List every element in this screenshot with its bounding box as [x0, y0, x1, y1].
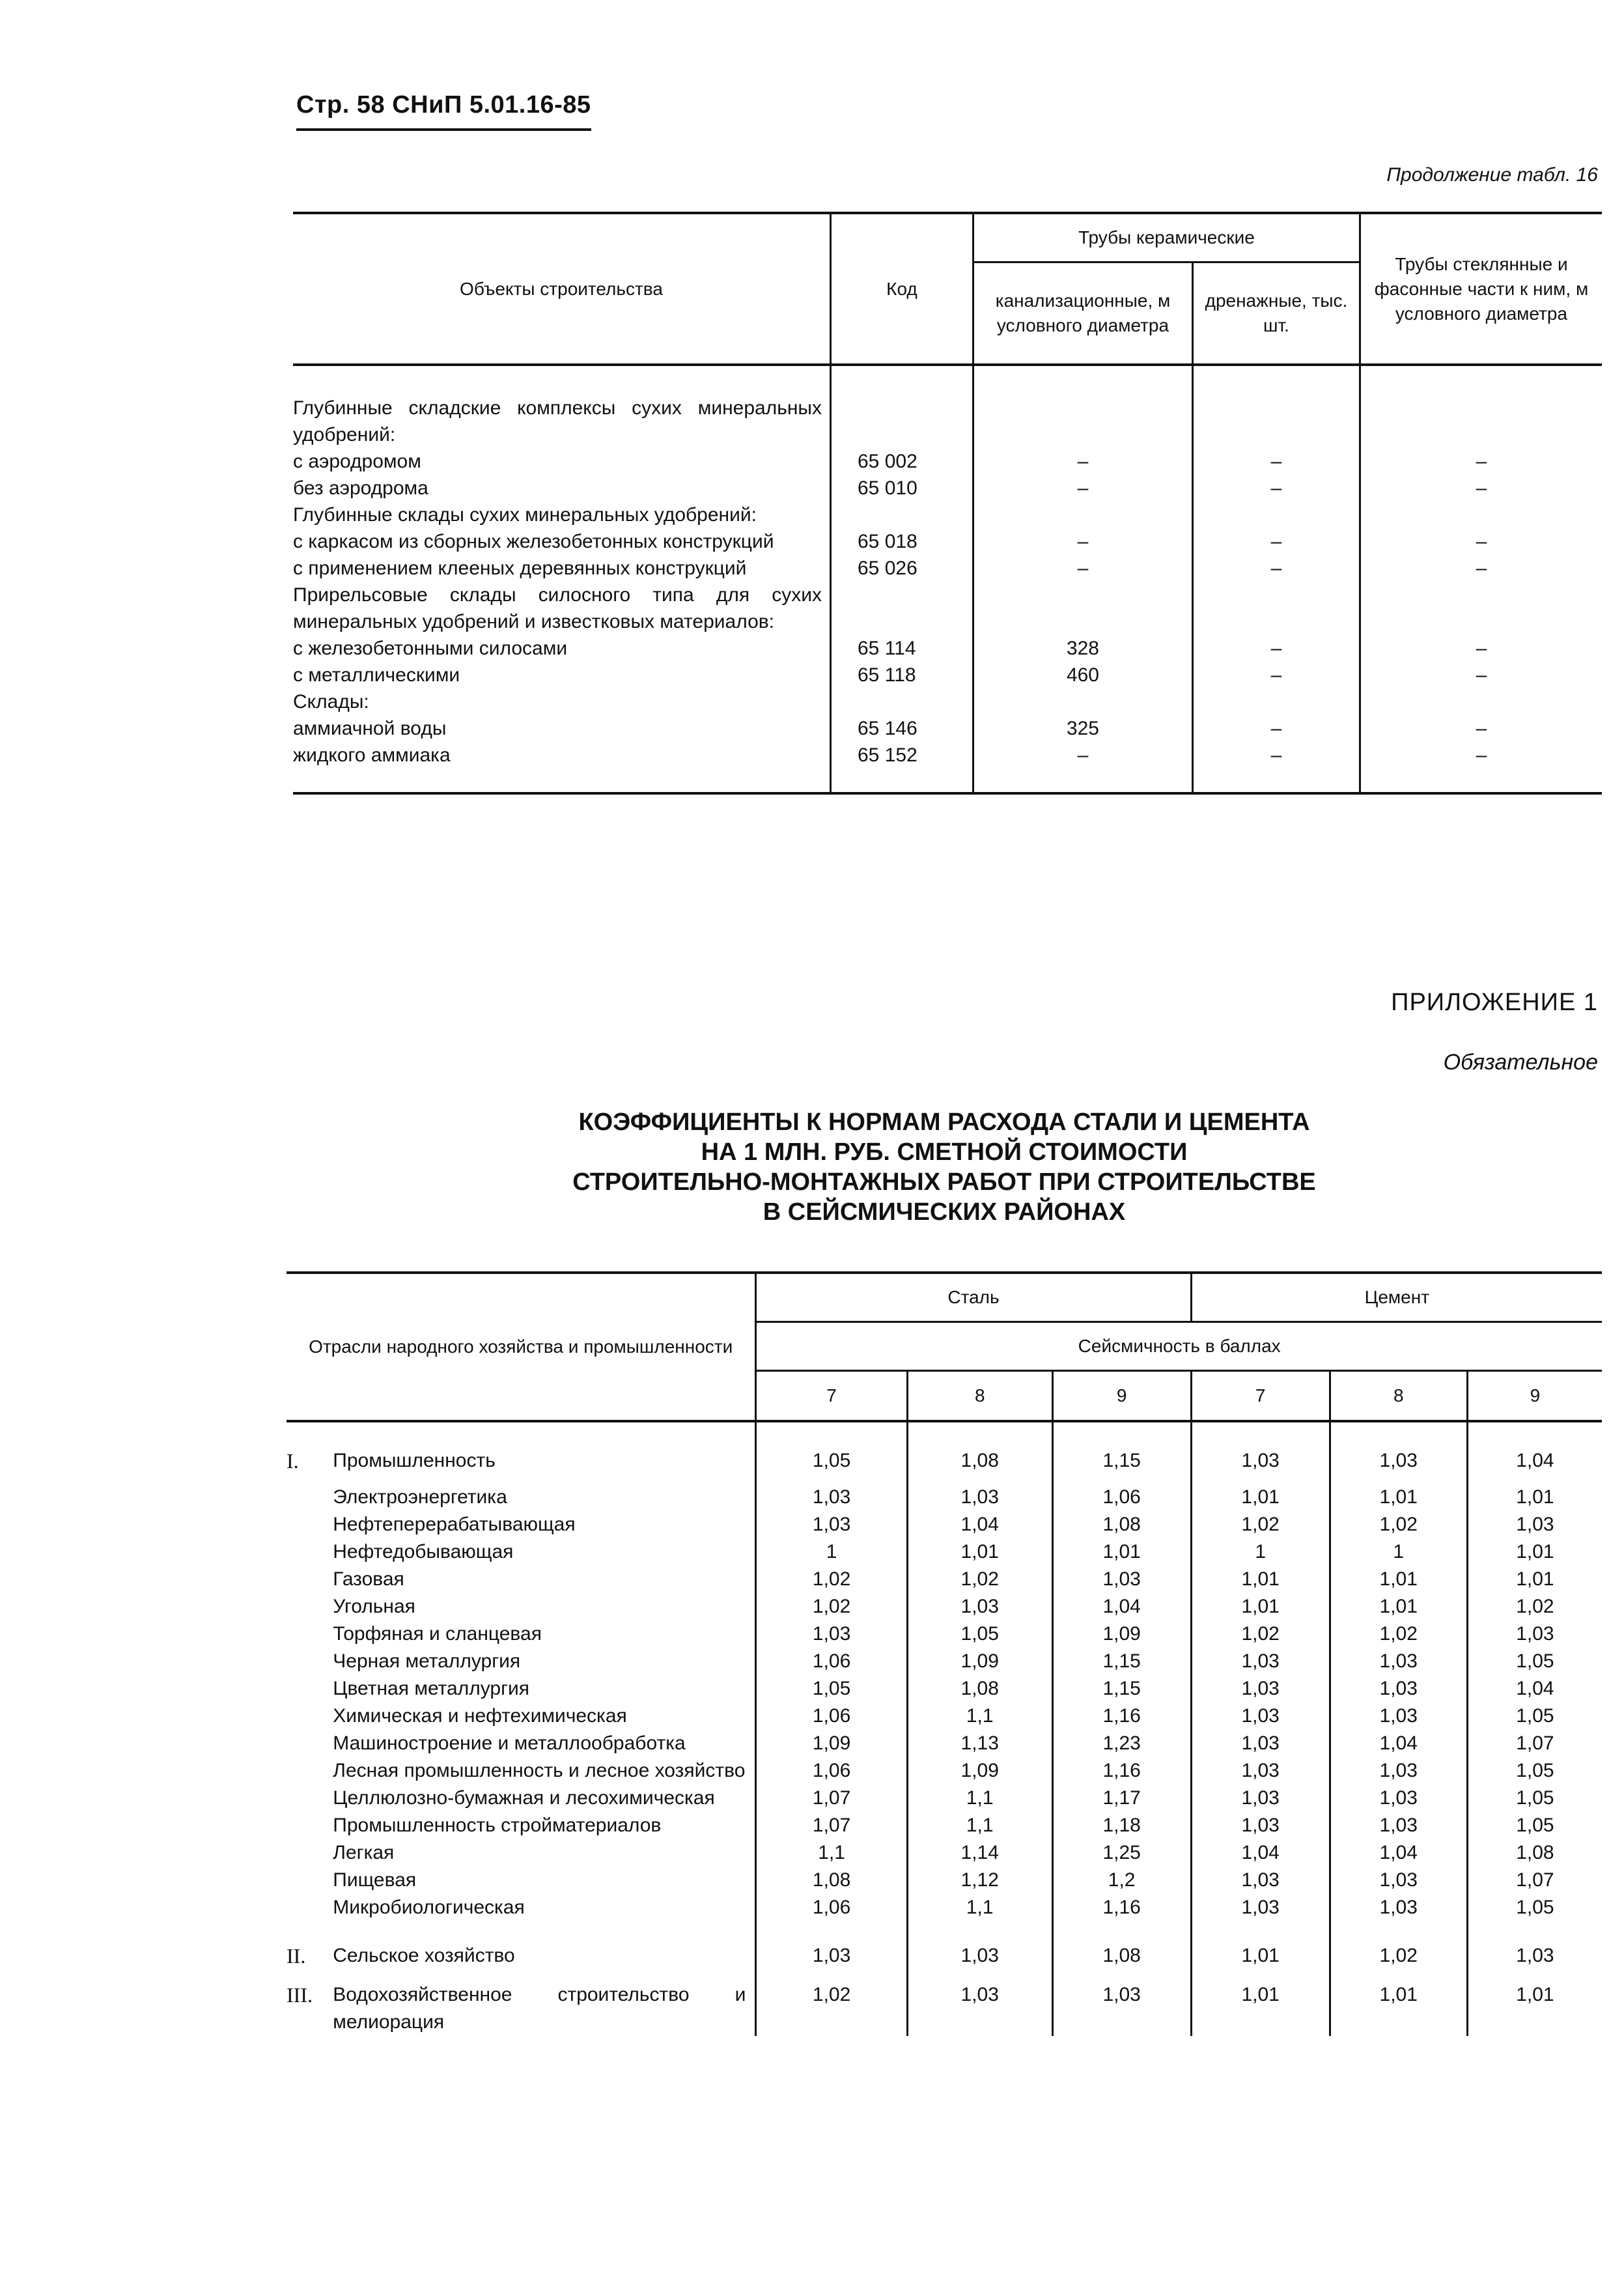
table-row	[293, 582, 1602, 635]
section-number: III.	[287, 1983, 313, 2007]
section-number	[287, 1839, 333, 1867]
table-row	[293, 365, 1602, 448]
coef-steel-8: 1,08	[907, 1675, 1052, 1703]
coef-steel-8: 1,14	[907, 1839, 1052, 1867]
coef-cement-8: 1,01	[1330, 1484, 1467, 1511]
coef-cement-8: 1,02	[1330, 1620, 1467, 1648]
table-row	[287, 1730, 1602, 1757]
section-number	[287, 1538, 333, 1566]
object-name: с каркасом из сборных железобетонных конструкций	[293, 531, 774, 552]
coef-steel-8: 1,1	[907, 1703, 1052, 1730]
coef-steel-7: 1,02	[756, 1566, 908, 1593]
section-number	[287, 1894, 333, 1930]
header-branch: Отрасли народного хозяйства и промышленности	[287, 1273, 756, 1421]
object-code	[831, 688, 973, 715]
header-sewer: канализационные, м условного диаметра	[973, 262, 1192, 365]
coef-steel-7: 1,06	[756, 1703, 908, 1730]
coef-steel-8: 1,09	[907, 1757, 1052, 1785]
object-name: аммиачной воды	[293, 718, 447, 739]
glass-value	[1360, 688, 1602, 715]
object-code: 65 026	[831, 555, 973, 582]
branch-name: Водохозяйственное строительство и мелиорация	[333, 1984, 746, 2033]
table-row	[287, 1511, 1602, 1538]
coef-cement-8: 1,04	[1330, 1839, 1467, 1867]
sewer-value: –	[973, 475, 1192, 502]
coef-steel-7: 1,09	[756, 1730, 908, 1757]
coef-steel-7: 1,06	[756, 1894, 908, 1930]
table-row	[287, 1894, 1602, 1930]
coef-steel-7: 1,07	[756, 1785, 908, 1812]
header-cement-9: 9	[1467, 1371, 1602, 1422]
coef-steel-9: 1,04	[1052, 1593, 1191, 1620]
branch-name: Черная металлургия	[333, 1650, 521, 1672]
header-drain: дренажные, тыс. шт.	[1193, 262, 1360, 365]
object-code: 65 010	[831, 475, 973, 502]
sewer-value: –	[973, 742, 1192, 793]
table-row	[287, 1703, 1602, 1730]
branch-name: Газовая	[333, 1568, 404, 1590]
sewer-value: –	[973, 448, 1192, 475]
object-code: 65 146	[831, 715, 973, 742]
header-steel-7: 7	[756, 1371, 908, 1422]
coef-steel-9: 1,16	[1052, 1894, 1191, 1930]
table-row	[293, 475, 1602, 502]
drain-value: –	[1193, 475, 1360, 502]
coef-cement-8: 1,03	[1330, 1675, 1467, 1703]
branch-name: Торфяная и сланцевая	[333, 1623, 542, 1645]
coef-steel-9: 1,06	[1052, 1484, 1191, 1511]
coef-cement-7: 1,03	[1191, 1867, 1330, 1894]
header-steel-8: 8	[907, 1371, 1052, 1422]
coef-steel-8: 1,1	[907, 1812, 1052, 1839]
sewer-value: 460	[973, 662, 1192, 688]
branch-name: Сельское хозяйство	[333, 1945, 515, 1966]
coef-steel-9: 1,16	[1052, 1757, 1191, 1785]
coef-steel-9: 1,01	[1052, 1538, 1191, 1566]
coef-steel-9: 1,17	[1052, 1785, 1191, 1812]
coef-cement-9: 1,07	[1467, 1867, 1602, 1894]
table-row	[293, 502, 1602, 528]
branch-name: Электроэнергетика	[333, 1486, 507, 1508]
coef-cement-7: 1,03	[1191, 1812, 1330, 1839]
coef-cement-9: 1,05	[1467, 1785, 1602, 1812]
branch-name: Нефтеперерабатывающая	[333, 1514, 576, 1535]
branch-name: Лесная промышленность и лесное хозяйство	[333, 1760, 746, 1781]
coef-cement-8: 1,03	[1330, 1648, 1467, 1675]
drain-value: –	[1193, 555, 1360, 582]
object-code	[831, 365, 973, 448]
coef-steel-8: 1,04	[907, 1511, 1052, 1538]
coef-cement-8: 1,01	[1330, 1970, 1467, 2036]
coef-cement-7: 1,01	[1191, 1930, 1330, 1970]
header-cement-8: 8	[1330, 1371, 1467, 1422]
glass-value: –	[1360, 742, 1602, 793]
header-seismic: Сейсмичность в баллах	[756, 1322, 1602, 1371]
coef-cement-7: 1,01	[1191, 1484, 1330, 1511]
object-code: 65 152	[831, 742, 973, 793]
section-number	[287, 1757, 333, 1785]
appendix-title	[456, 1107, 1433, 1227]
coef-steel-9: 1,25	[1052, 1839, 1191, 1867]
coef-cement-9: 1,03	[1467, 1930, 1602, 1970]
branch-name: Легкая	[333, 1842, 395, 1863]
section-number	[287, 1484, 333, 1511]
table-row	[287, 1930, 1602, 1970]
table-row	[293, 555, 1602, 582]
coef-steel-7: 1,07	[756, 1812, 908, 1839]
table-row	[287, 1812, 1602, 1839]
table-row	[287, 1675, 1602, 1703]
page-header: Стр. 58 СНиП 5.01.16-85	[296, 91, 591, 131]
sewer-value: 325	[973, 715, 1192, 742]
coef-steel-8: 1,08	[907, 1421, 1052, 1484]
coef-cement-7: 1,01	[1191, 1970, 1330, 2036]
coef-cement-7: 1,03	[1191, 1757, 1330, 1785]
object-name: с аэродромом	[293, 451, 421, 472]
table-row	[287, 1421, 1602, 1484]
section-number	[287, 1511, 333, 1538]
glass-value: –	[1360, 475, 1602, 502]
coef-cement-7: 1,04	[1191, 1839, 1330, 1867]
coef-steel-7: 1,03	[756, 1484, 908, 1511]
glass-value	[1360, 502, 1602, 528]
glass-value	[1360, 582, 1602, 635]
glass-value: –	[1360, 662, 1602, 688]
coef-cement-7: 1,03	[1191, 1648, 1330, 1675]
header-steel-9: 9	[1052, 1371, 1191, 1422]
table-row	[293, 662, 1602, 688]
object-name: с железобетонными силосами	[293, 638, 568, 659]
coef-steel-8: 1,1	[907, 1785, 1052, 1812]
coef-steel-9: 1,15	[1052, 1675, 1191, 1703]
object-name: без аэродрома	[293, 477, 428, 499]
table-row	[293, 688, 1602, 715]
appendix-status: Обязательное	[1443, 1050, 1598, 1075]
section-number	[287, 1867, 333, 1894]
table-row	[287, 1484, 1602, 1511]
coef-cement-7: 1,02	[1191, 1620, 1330, 1648]
branch-name: Машиностроение и металлообработка	[333, 1732, 686, 1754]
table-row	[287, 1620, 1602, 1648]
coef-cement-8: 1,03	[1330, 1703, 1467, 1730]
coef-cement-9: 1,05	[1467, 1812, 1602, 1839]
section-number	[287, 1593, 333, 1620]
drain-value	[1193, 582, 1360, 635]
coef-steel-7: 1,03	[756, 1620, 908, 1648]
coefficients-table-body	[287, 1421, 1602, 2036]
object-code: 65 002	[831, 448, 973, 475]
glass-value: –	[1360, 715, 1602, 742]
table-row	[293, 528, 1602, 555]
coef-steel-7: 1,02	[756, 1593, 908, 1620]
coef-cement-9: 1,04	[1467, 1421, 1602, 1484]
object-name: Прирельсовые склады силосного типа для сухих минеральных удобрений и известковых материалов:	[293, 584, 822, 632]
coef-cement-7: 1,01	[1191, 1593, 1330, 1620]
coef-cement-8: 1,03	[1330, 1785, 1467, 1812]
branch-name: Промышленность стройматериалов	[333, 1815, 662, 1836]
header-cement: Цемент	[1191, 1273, 1602, 1322]
coef-cement-7: 1	[1191, 1538, 1330, 1566]
coef-steel-8: 1,05	[907, 1620, 1052, 1648]
section-number: II.	[287, 1944, 306, 1968]
section-number	[287, 1703, 333, 1730]
table-row	[293, 742, 1602, 793]
coef-steel-7: 1,06	[756, 1648, 908, 1675]
branch-name: Нефтедобывающая	[333, 1541, 514, 1562]
section-number	[287, 1620, 333, 1648]
coef-steel-9: 1,09	[1052, 1620, 1191, 1648]
coef-steel-7: 1,03	[756, 1930, 908, 1970]
sewer-value	[973, 502, 1192, 528]
header-ceramic: Трубы керамические	[973, 213, 1360, 262]
section-number: I.	[287, 1449, 299, 1473]
coef-cement-8: 1,01	[1330, 1566, 1467, 1593]
coef-cement-9: 1,04	[1467, 1675, 1602, 1703]
drain-value: –	[1193, 528, 1360, 555]
coef-steel-7: 1,08	[756, 1867, 908, 1894]
coef-cement-7: 1,03	[1191, 1785, 1330, 1812]
drain-value: –	[1193, 448, 1360, 475]
header-glass: Трубы стеклянные и фасонные части к ним, м условного диаметра	[1360, 213, 1602, 365]
coef-cement-8: 1	[1330, 1538, 1467, 1566]
coef-steel-8: 1,09	[907, 1648, 1052, 1675]
object-name: Глубинные складские комплексы сухих минеральных удобрений:	[293, 397, 822, 445]
coef-steel-9: 1,23	[1052, 1730, 1191, 1757]
coef-steel-9: 1,08	[1052, 1930, 1191, 1970]
coef-steel-9: 1,2	[1052, 1867, 1191, 1894]
object-name: с применением клееных деревянных конструкций	[293, 558, 747, 579]
section-number	[287, 1566, 333, 1593]
sewer-value: –	[973, 555, 1192, 582]
coef-steel-8: 1,03	[907, 1970, 1052, 2036]
coef-cement-9: 1,01	[1467, 1538, 1602, 1566]
coef-steel-7: 1,05	[756, 1421, 908, 1484]
coef-cement-8: 1,04	[1330, 1730, 1467, 1757]
coef-steel-8: 1,03	[907, 1930, 1052, 1970]
drain-value: –	[1193, 715, 1360, 742]
object-code	[831, 502, 973, 528]
appendix-title-line: КОЭФФИЦИЕНТЫ К НОРМАМ РАСХОДА СТАЛИ И ЦЕМЕНТА	[578, 1109, 1310, 1136]
drain-value	[1193, 688, 1360, 715]
coef-cement-9: 1,05	[1467, 1757, 1602, 1785]
materials-table-body	[293, 365, 1602, 793]
branch-name: Химическая и нефтехимическая	[333, 1705, 627, 1727]
coef-cement-9: 1,02	[1467, 1593, 1602, 1620]
coef-steel-7: 1,1	[756, 1839, 908, 1867]
drain-value: –	[1193, 742, 1360, 793]
section-number	[287, 1785, 333, 1812]
table-row	[287, 1593, 1602, 1620]
drain-value	[1193, 502, 1360, 528]
coef-steel-7: 1,03	[756, 1511, 908, 1538]
header-cement-7: 7	[1191, 1371, 1330, 1422]
materials-table	[293, 212, 1602, 795]
glass-value: –	[1360, 555, 1602, 582]
coef-steel-9: 1,03	[1052, 1970, 1191, 2036]
object-code: 65 018	[831, 528, 973, 555]
sewer-value: 328	[973, 635, 1192, 662]
table-row	[287, 1566, 1602, 1593]
coef-cement-7: 1,03	[1191, 1894, 1330, 1930]
section-number	[287, 1730, 333, 1757]
coef-steel-9: 1,08	[1052, 1511, 1191, 1538]
object-name: Склады:	[293, 691, 369, 713]
coef-cement-8: 1,03	[1330, 1894, 1467, 1930]
coefficients-table	[287, 1271, 1602, 2036]
coef-steel-7: 1	[756, 1538, 908, 1566]
coef-steel-7: 1,06	[756, 1757, 908, 1785]
header-steel: Сталь	[756, 1273, 1191, 1322]
table-row	[287, 1785, 1602, 1812]
drain-value: –	[1193, 635, 1360, 662]
branch-name: Целлюлозно-бумажная и лесохимическая	[333, 1787, 715, 1809]
coef-steel-8: 1,02	[907, 1566, 1052, 1593]
coef-steel-8: 1,03	[907, 1484, 1052, 1511]
appendix-number: ПРИЛОЖЕНИЕ 1	[1391, 989, 1598, 1016]
table-row	[287, 1867, 1602, 1894]
coef-steel-8: 1,03	[907, 1593, 1052, 1620]
continuation-note: Продолжение табл. 16	[1386, 164, 1598, 186]
glass-value	[1360, 365, 1602, 448]
coef-cement-7: 1,03	[1191, 1730, 1330, 1757]
object-name: жидкого аммиака	[293, 742, 831, 793]
table-row	[293, 715, 1602, 742]
coef-steel-7: 1,02	[756, 1970, 908, 2036]
glass-value: –	[1360, 528, 1602, 555]
table-row	[287, 1757, 1602, 1785]
drain-value: –	[1193, 662, 1360, 688]
section-number	[287, 1675, 333, 1703]
branch-name: Цветная металлургия	[333, 1678, 530, 1699]
coef-cement-7: 1,03	[1191, 1675, 1330, 1703]
header-objects: Объекты строительства	[293, 213, 831, 365]
coef-cement-9: 1,05	[1467, 1703, 1602, 1730]
coef-cement-8: 1,03	[1330, 1421, 1467, 1484]
branch-name: Промышленность	[333, 1450, 496, 1471]
coef-steel-8: 1,01	[907, 1538, 1052, 1566]
coef-cement-8: 1,03	[1330, 1757, 1467, 1785]
header-code: Код	[831, 213, 973, 365]
coef-cement-9: 1,05	[1467, 1894, 1602, 1930]
appendix-title-line: СТРОИТЕЛЬНО-МОНТАЖНЫХ РАБОТ ПРИ СТРОИТЕЛЬСТВЕ	[572, 1168, 1316, 1196]
glass-value: –	[1360, 448, 1602, 475]
coef-cement-7: 1,02	[1191, 1511, 1330, 1538]
coef-steel-9: 1,15	[1052, 1648, 1191, 1675]
coef-steel-7: 1,05	[756, 1675, 908, 1703]
coef-cement-8: 1,03	[1330, 1867, 1467, 1894]
coef-steel-9: 1,18	[1052, 1812, 1191, 1839]
coef-cement-9: 1,07	[1467, 1730, 1602, 1757]
coef-cement-8: 1,01	[1330, 1593, 1467, 1620]
coef-cement-7: 1,01	[1191, 1566, 1330, 1593]
sewer-value	[973, 582, 1192, 635]
sewer-value: –	[973, 528, 1192, 555]
coef-cement-8: 1,02	[1330, 1930, 1467, 1970]
glass-value: –	[1360, 635, 1602, 662]
coef-cement-9: 1,08	[1467, 1839, 1602, 1867]
coef-cement-8: 1,02	[1330, 1511, 1467, 1538]
table-row	[287, 1538, 1602, 1566]
table-row	[287, 1648, 1602, 1675]
branch-name: Угольная	[333, 1596, 415, 1617]
coef-cement-9: 1,01	[1467, 1566, 1602, 1593]
appendix-title-line: В СЕЙСМИЧЕСКИХ РАЙОНАХ	[763, 1198, 1126, 1226]
table-row	[287, 1970, 1602, 2036]
branch-name: Микробиологическая	[333, 1897, 525, 1918]
coef-steel-9: 1,16	[1052, 1703, 1191, 1730]
coef-steel-8: 1,1	[907, 1894, 1052, 1930]
table-row	[293, 448, 1602, 475]
coef-cement-9: 1,03	[1467, 1511, 1602, 1538]
drain-value	[1193, 365, 1360, 448]
appendix-title-line: НА 1 МЛН. РУБ. СМЕТНОЙ СТОИМОСТИ	[701, 1138, 1188, 1166]
coef-steel-9: 1,03	[1052, 1566, 1191, 1593]
coef-cement-9: 1,01	[1467, 1970, 1602, 2036]
coef-steel-9: 1,15	[1052, 1421, 1191, 1484]
coef-cement-8: 1,03	[1330, 1812, 1467, 1839]
object-code	[831, 582, 973, 635]
coef-cement-9: 1,05	[1467, 1648, 1602, 1675]
coef-steel-8: 1,12	[907, 1867, 1052, 1894]
section-number	[287, 1812, 333, 1839]
coef-cement-7: 1,03	[1191, 1703, 1330, 1730]
sewer-value	[973, 365, 1192, 448]
object-code: 65 114	[831, 635, 973, 662]
table-row	[287, 1839, 1602, 1867]
coef-steel-8: 1,13	[907, 1730, 1052, 1757]
sewer-value	[973, 688, 1192, 715]
object-name: Глубинные склады сухих минеральных удобрений:	[293, 504, 757, 526]
coef-cement-9: 1,01	[1467, 1484, 1602, 1511]
branch-name: Пищевая	[333, 1869, 417, 1891]
table-row	[293, 635, 1602, 662]
coef-cement-9: 1,03	[1467, 1620, 1602, 1648]
object-code: 65 118	[831, 662, 973, 688]
section-number	[287, 1648, 333, 1675]
object-name: с металлическими	[293, 664, 460, 686]
coef-cement-7: 1,03	[1191, 1421, 1330, 1484]
